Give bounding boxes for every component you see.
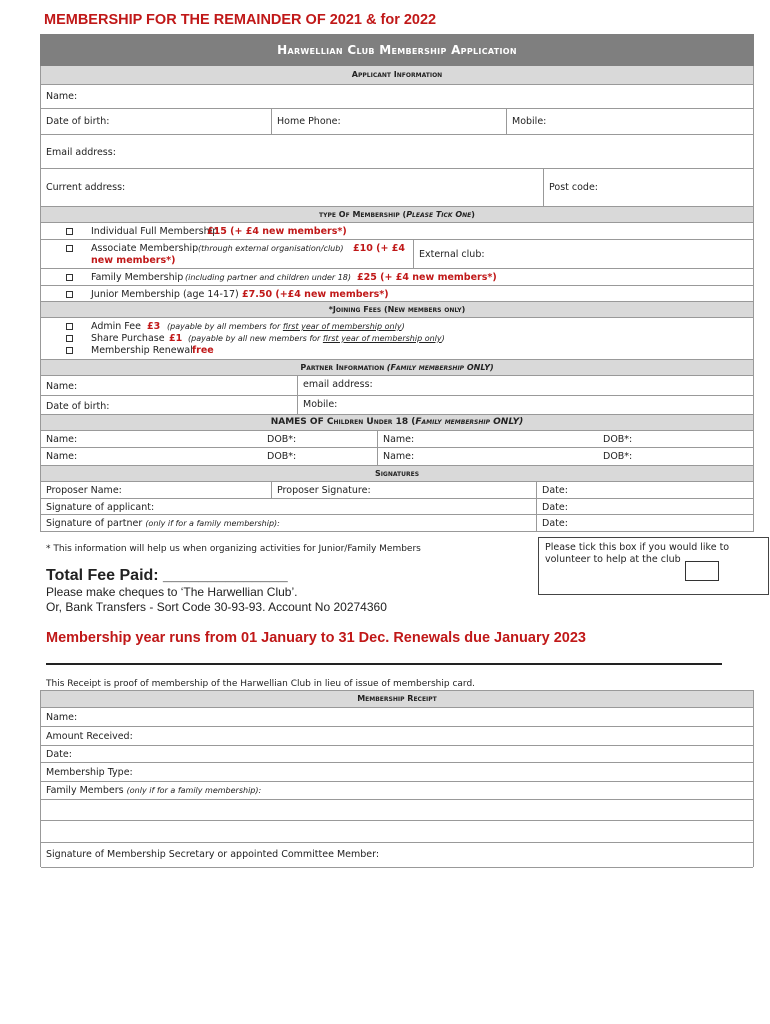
postcode-field[interactable]: Post code:	[549, 182, 599, 193]
row-receipt-secretary	[41, 843, 753, 868]
email-field[interactable]: Email address:	[46, 147, 116, 158]
applicant-signature-field[interactable]: Signature of applicant:	[46, 502, 155, 513]
family-members-field[interactable]: Family Members (only if for a family membership):	[46, 785, 262, 796]
row-receipt-amount	[41, 727, 753, 746]
address-field[interactable]: Current address:	[46, 182, 126, 193]
row-partner-dob	[41, 396, 753, 415]
child-name-field[interactable]: Name:	[46, 434, 78, 445]
applicant-dob-field[interactable]: Date of birth:	[46, 116, 110, 127]
partner-email-field[interactable]: email address:	[303, 379, 373, 390]
row-receipt-blank-1[interactable]	[41, 800, 753, 821]
row-dob-phone	[41, 109, 753, 135]
external-club-field[interactable]: External club:	[419, 249, 485, 260]
child-dob-field[interactable]: DOB*:	[603, 451, 633, 462]
row-receipt-family	[41, 782, 753, 800]
section-signatures: Signatures	[41, 466, 753, 482]
amount-received-field[interactable]: Amount Received:	[46, 731, 133, 742]
row-address	[41, 169, 753, 207]
date-field[interactable]: Date:	[542, 502, 568, 513]
row-receipt-date	[41, 746, 753, 763]
child-name-field[interactable]: Name:	[383, 451, 415, 462]
membership-receipt	[40, 690, 754, 867]
row-receipt-name	[41, 708, 753, 727]
cheques-note: Please make cheques to ‘The Harwellian Club’.	[46, 585, 298, 599]
divider	[46, 663, 722, 665]
checkbox-junior[interactable]	[66, 291, 73, 298]
partner-signature-field[interactable]: Signature of partner (only if for a family membership):	[46, 518, 280, 529]
volunteer-checkbox[interactable]	[685, 561, 719, 581]
section-membership-type: type Of Membership (Please Tick One)	[41, 207, 753, 223]
receipt-name-field[interactable]: Name:	[46, 712, 78, 723]
membership-year-note: Membership year runs from 01 January to 31 Dec. Renewals due January 2023	[46, 630, 586, 646]
receipt-intro: This Receipt is proof of membership of the Harwellian Club in lieu of issue of membership card.	[46, 679, 476, 689]
checkbox-individual[interactable]	[66, 228, 73, 235]
section-applicant-info	[41, 66, 753, 85]
joining-fees-list: Admin Fee £3 (payable by all members for first year of membership only) Share Purchase £1 (payable by all new members for first year of membership only) Membership Renewal free	[41, 318, 753, 360]
date-field[interactable]: Date:	[542, 485, 568, 496]
section-receipt: Membership Receipt	[41, 691, 753, 708]
child-dob-field[interactable]: DOB*:	[603, 434, 633, 445]
checkbox-share-purchase[interactable]	[66, 335, 73, 342]
home-phone-field[interactable]: Home Phone:	[277, 116, 341, 127]
option-junior[interactable]: Junior Membership (age 14-17) £7.50 (+£4 new members*)	[41, 286, 753, 302]
row-receipt-blank-2[interactable]	[41, 821, 753, 843]
row-partner-signature	[41, 515, 753, 532]
row-partner-name	[41, 376, 753, 396]
child-dob-field[interactable]: DOB*:	[267, 434, 297, 445]
bank-transfer-note: Or, Bank Transfers - Sort Code 30-93-93. Account No 20274360	[46, 600, 387, 614]
row-child-1	[41, 431, 753, 448]
row-applicant-signature	[41, 499, 753, 515]
checkbox-renewal[interactable]	[66, 347, 73, 354]
mobile-field[interactable]: Mobile:	[512, 116, 547, 127]
row-child-2	[41, 448, 753, 466]
child-name-field[interactable]: Name:	[383, 434, 415, 445]
partner-mobile-field[interactable]: Mobile:	[303, 399, 338, 410]
row-proposer	[41, 482, 753, 499]
volunteer-text: Please tick this box if you would like to volunteer to help at the club	[545, 542, 730, 565]
page-title: MEMBERSHIP FOR THE REMAINDER OF 2021 & for 2022	[44, 12, 437, 28]
section-joining-fees: *Joining Fees (New members only)	[41, 302, 753, 318]
secretary-signature-field[interactable]: Signature of Membership Secretary or appointed Committee Member:	[46, 849, 380, 860]
child-dob-field[interactable]: DOB*:	[267, 451, 297, 462]
total-fee-paid: Total Fee Paid: ______________	[46, 567, 288, 584]
proposer-signature-field[interactable]: Proposer Signature:	[277, 485, 371, 496]
membership-type-field[interactable]: Membership Type:	[46, 767, 133, 778]
checkbox-associate[interactable]	[66, 245, 73, 252]
applicant-name-field[interactable]: Name:	[46, 91, 78, 102]
option-individual[interactable]: Individual Full Membership £15 (+ £4 new members*)	[41, 223, 753, 240]
row-email	[41, 135, 753, 169]
row-receipt-type	[41, 763, 753, 782]
partner-dob-field[interactable]: Date of birth:	[46, 401, 110, 412]
checkbox-admin-fee[interactable]	[66, 323, 73, 330]
partner-name-field[interactable]: Name:	[46, 381, 78, 392]
section-title: Applicant Information	[351, 70, 443, 79]
date-field[interactable]: Date:	[542, 518, 568, 529]
option-associate[interactable]: Associate Membership (through external organisation/club) £10 (+ £4 new members*) External club:	[41, 240, 753, 269]
receipt-date-field[interactable]: Date:	[46, 749, 72, 760]
footnote: * This information will help us when organizing activities for Junior/Family Members	[46, 544, 421, 554]
application-form	[40, 66, 754, 532]
child-name-field[interactable]: Name:	[46, 451, 78, 462]
option-family[interactable]: Family Membership (including partner and children under 18) £25 (+ £4 new members*)	[41, 269, 753, 286]
section-partner-info: Partner Information (Family membership ONLY)	[41, 360, 753, 376]
volunteer-box	[538, 537, 769, 595]
row-applicant-name	[41, 85, 753, 109]
form-banner: Harwellian Club Membership Application	[40, 34, 754, 66]
proposer-name-field[interactable]: Proposer Name:	[46, 485, 122, 496]
section-children: NAMES OF Children Under 18 (Family membership ONLY)	[41, 415, 753, 431]
checkbox-family[interactable]	[66, 274, 73, 281]
